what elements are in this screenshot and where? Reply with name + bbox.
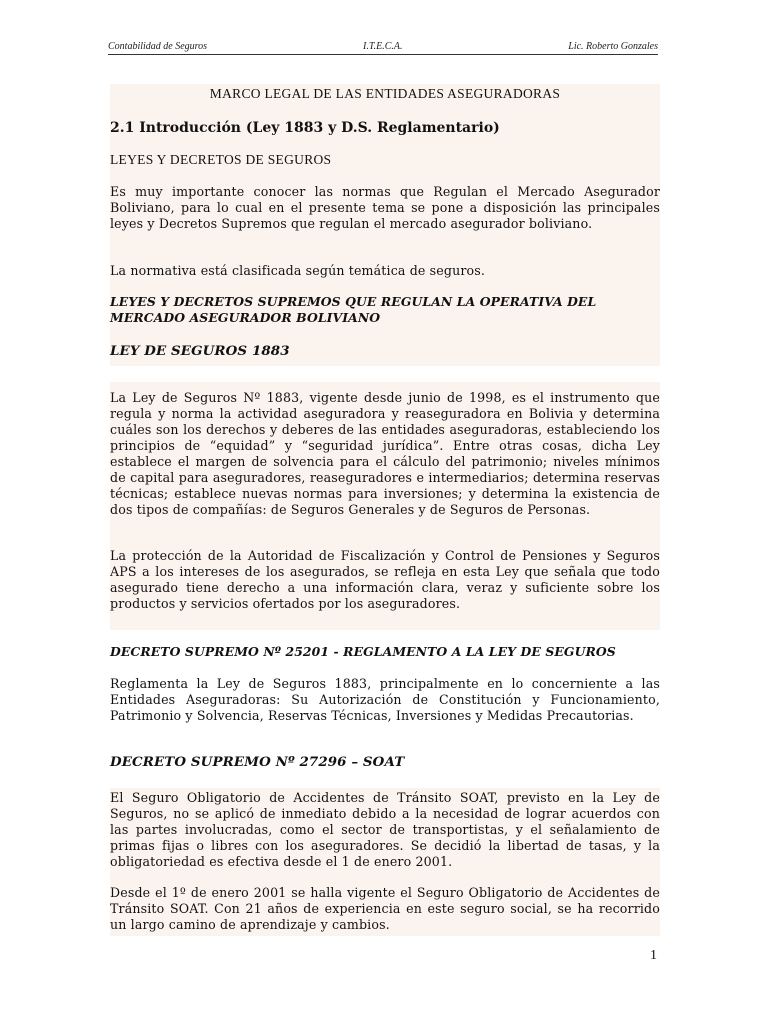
intro-paragraph-text: Es muy importante conocer las normas que Regulan el Mercado Asegurador Boliviano, para lo cual en el presente tema se pone a disposición las principales leyes y Decretos Supremos que regulan el mercado asegurador boliviano. bbox=[110, 184, 660, 231]
leyes-heading-text: LEYES Y DECRETOS DE SEGUROS bbox=[110, 152, 332, 167]
normativa-paragraph bbox=[110, 263, 660, 279]
header-course: Contabilidad de Seguros bbox=[108, 41, 208, 52]
ds25201-paragraph-text: Reglamenta la Ley de Seguros 1883, principalmente en lo concerniente a las Entidades Aseguradoras: Su Autorización de Constitución y Funcionamiento, Patrimonio y Solvencia, Reservas Técnicas, Inversiones y Medidas Precautorias. bbox=[110, 676, 660, 723]
soat-heading-text: DECRETO SUPREMO Nº 27296 – SOAT bbox=[110, 754, 405, 770]
soat-paragraph-1-text: El Seguro Obligatorio de Accidentes de Tránsito SOAT, previsto en la Ley de Seguros, no se aplicó de inmediato debido a la necesidad de lograr acuerdos con las partes involucradas, como el sector de transportistas, y el señalamiento de primas fijas o libres con los aseguradores. Se decidió la libertad de tasas, y la obligatoriedad es efectiva desde el 1 de enero 2001. bbox=[110, 790, 660, 869]
soat-heading bbox=[110, 754, 660, 770]
operativa-heading bbox=[110, 294, 660, 326]
ley-paragraph-1 bbox=[110, 390, 660, 518]
section-title-text: 2.1 Introducción (Ley 1883 y D.S. Reglamentario) bbox=[110, 120, 500, 136]
normativa-paragraph-text: La normativa está clasificada según temática de seguros. bbox=[110, 263, 486, 278]
operativa-heading-text: LEYES Y DECRETOS SUPREMOS QUE REGULAN LA OPERATIVA DEL MERCADO ASEGURADOR BOLIVIANO bbox=[110, 294, 597, 325]
header-institution: I.T.E.C.A. bbox=[363, 41, 403, 52]
ds25201-paragraph bbox=[110, 676, 660, 724]
soat-paragraph-1 bbox=[110, 790, 660, 870]
page-number: 1 bbox=[650, 948, 657, 963]
intro-paragraph bbox=[110, 184, 660, 232]
soat-paragraph-2-text: Desde el 1º de enero 2001 se halla vigente el Seguro Obligatorio de Accidentes de Tránsito SOAT. Con 21 años de experiencia en este seguro social, se ha recorrido un largo camino de aprendizaje y cambios. bbox=[110, 885, 660, 932]
header-author: Lic. Roberto Gonzales bbox=[568, 41, 658, 52]
ley-heading bbox=[110, 343, 660, 359]
ds25201-heading-text: DECRETO SUPREMO Nº 25201 - REGLAMENTO A LA LEY DE SEGUROS bbox=[110, 644, 616, 659]
ley-paragraph-1-text: La Ley de Seguros Nº 1883, vigente desde junio de 1998, es el instrumento que regula y norma la actividad aseguradora y reaseguradora en Bolivia y determina cuáles son los derechos y deberes de las entidades aseguradoras, estableciendo los principios de “equidad” y “seguridad jurídica”. Entre otras cosas, dicha Ley establece el margen de solvencia para el cálculo del patrimonio; niveles mínimos de capital para aseguradores, reaseguradores e intermediarios; determina reservas técnicas; establece nuevas normas para inversiones; y determina la existencia de dos tipos de compañías: de Seguros Generales y de Seguros de Personas. bbox=[110, 390, 660, 517]
main-title-text: MARCO LEGAL DE LAS ENTIDADES ASEGURADORAS bbox=[209, 86, 561, 101]
leyes-heading bbox=[110, 151, 660, 169]
soat-paragraph-2 bbox=[110, 885, 660, 933]
ley-heading-text: LEY DE SEGUROS 1883 bbox=[110, 343, 290, 359]
ds25201-heading bbox=[110, 644, 660, 660]
ley-paragraph-2-text: La protección de la Autoridad de Fiscalización y Control de Pensiones y Seguros APS a los intereses de los asegurados, se refleja en esta Ley que señala que todo asegurado tiene derecho a una información clara, veraz y suficiente sobre los productos y servicios ofertados por los aseguradores. bbox=[110, 548, 660, 611]
ley-paragraph-2 bbox=[110, 548, 660, 612]
main-title bbox=[110, 85, 660, 103]
section-title bbox=[110, 118, 660, 138]
page-header bbox=[108, 41, 658, 55]
